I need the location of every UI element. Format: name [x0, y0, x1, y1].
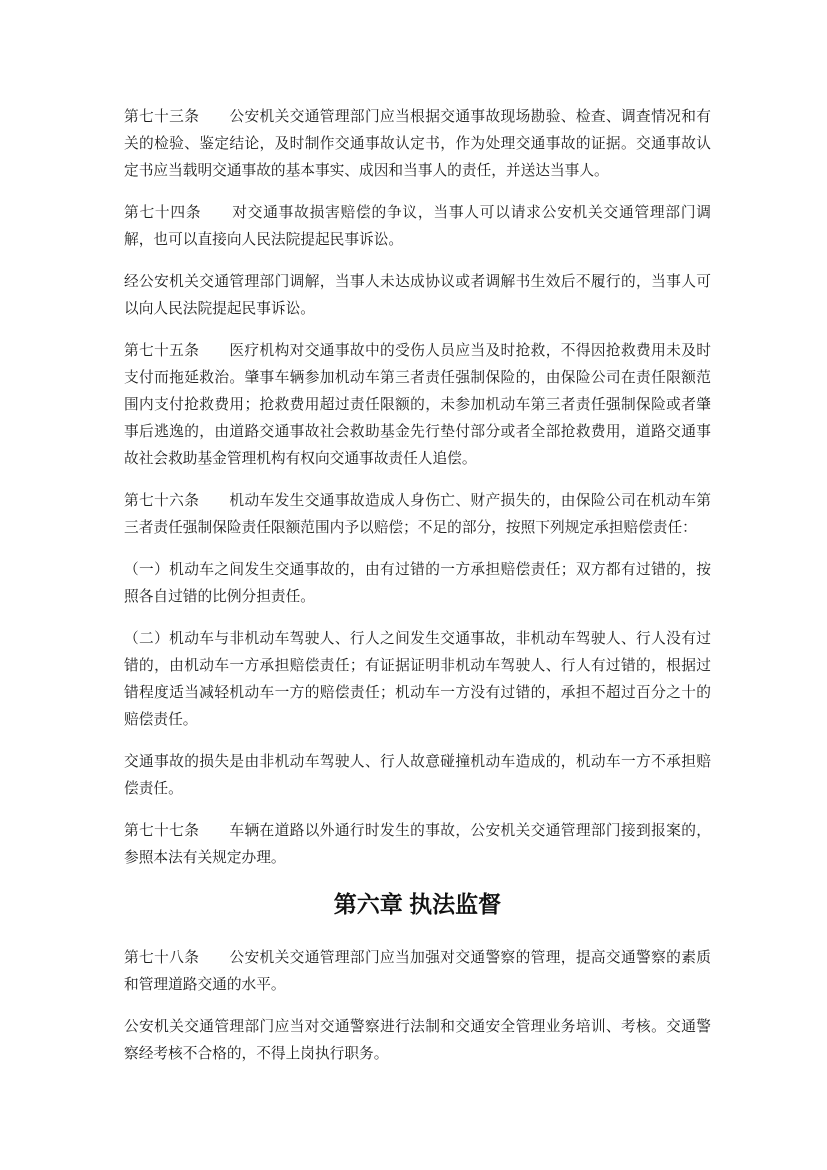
paragraph-article-74: 第七十四条 对交通事故损害赔偿的争议，当事人可以请求公安机关交通管理部门调解，也可以直接向人民法院提起民事诉讼。: [124, 205, 711, 248]
paragraph-article-76-item-2: （二）机动车与非机动车驾驶人、行人之间发生交通事故，非机动车驾驶人、行人没有过错的，由机动车一方承担赔偿责任；有证据证明非机动车驾驶人、行人有过错的，根据过错程度适当减轻机动车一方的赔偿责任；机动车一方没有过错的，承担不超过百分之十的赔偿责任。: [124, 631, 711, 728]
paragraph-article-76-exception: 交通事故的损失是由非机动车驾驶人、行人故意碰撞机动车造成的，机动车一方不承担赔偿责任。: [124, 754, 711, 797]
paragraph-article-75: 第七十五条 医疗机构对交通事故中的受伤人员应当及时抢救，不得因抢救费用未及时支付而拖延救治。肇事车辆参加机动车第三者责任强制保险的，由保险公司在责任限额范围内支付抢救费用；抢救费用超过责任限额的，未参加机动车第三者责任强制保险或者肇事后逃逸的，由道路交通事故社会救助基金先行垫付部分或者全部抢救费用，道路交通事故社会救助基金管理机构有权向交通事故责任人追偿。: [124, 343, 711, 467]
chapter-6-heading: 第六章 执法监督: [333, 891, 502, 917]
paragraph-article-78: 第七十八条 公安机关交通管理部门应当加强对交通警察的管理，提高交通警察的素质和管理道路交通的水平。: [124, 950, 711, 993]
paragraph-article-78-training: 公安机关交通管理部门应当对交通警察进行法制和交通安全管理业务培训、考核。交通警察经考核不合格的，不得上岗执行职务。: [124, 1019, 711, 1062]
paragraph-article-77: 第七十七条 车辆在道路以外通行时发生的事故，公安机关交通管理部门接到报案的，参照本法有关规定办理。: [124, 823, 711, 866]
paragraph-article-73: 第七十三条 公安机关交通管理部门应当根据交通事故现场勘验、检查、调查情况和有关的检验、鉴定结论，及时制作交通事故认定书，作为处理交通事故的证据。交通事故认定书应当载明交通事故的基本事实、成因和当事人的责任，并送达当事人。: [124, 109, 711, 179]
paragraph-article-74-mediation: 经公安机关交通管理部门调解，当事人未达成协议或者调解书生效后不履行的，当事人可以向人民法院提起民事诉讼。: [124, 274, 711, 317]
paragraph-article-76-item-1: （一）机动车之间发生交通事故的，由有过错的一方承担赔偿责任；双方都有过错的，按照各自过错的比例分担责任。: [124, 562, 711, 605]
paragraph-article-76: 第七十六条 机动车发生交通事故造成人身伤亡、财产损失的，由保险公司在机动车第三者责任强制保险责任限额范围内予以赔偿；不足的部分，按照下列规定承担赔偿责任：: [124, 493, 711, 536]
